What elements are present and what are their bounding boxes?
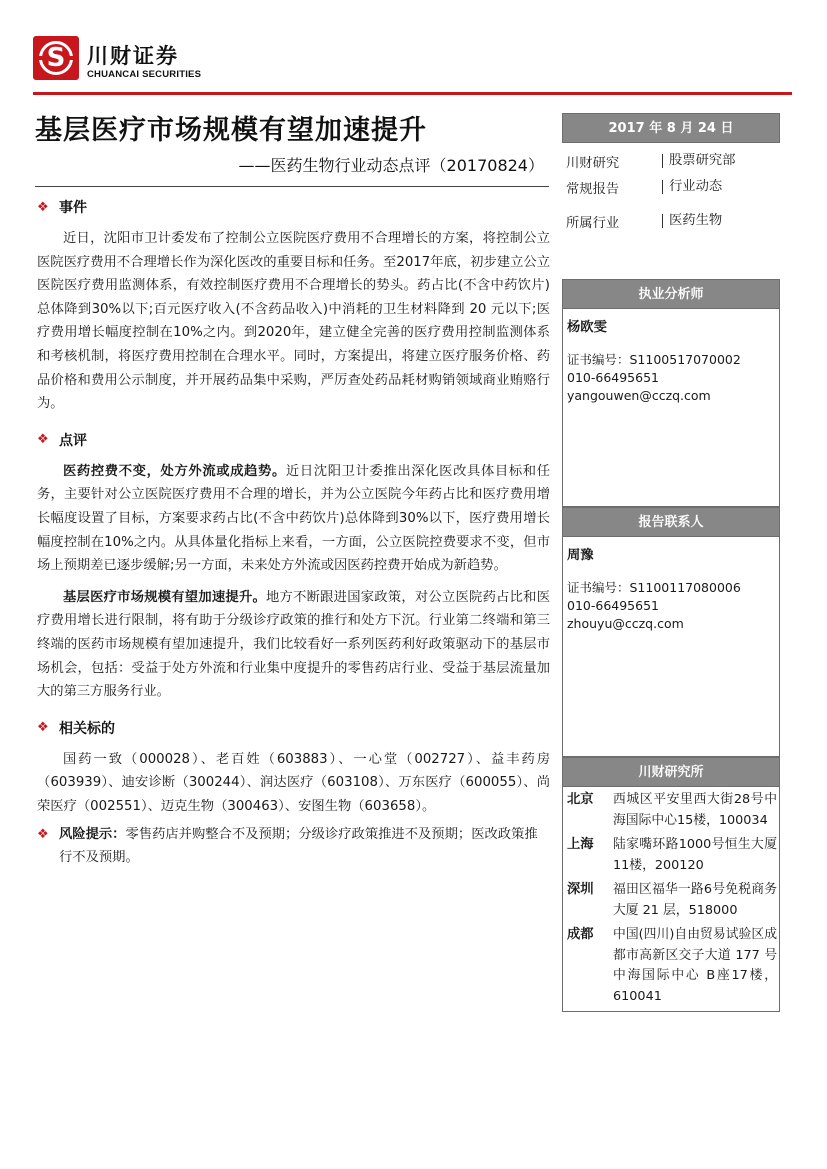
logo-chinese-name: 川财证券 — [87, 44, 179, 68]
contact-phone: 010-66495651 — [567, 598, 659, 613]
info-value: 医药生物 — [662, 214, 722, 228]
contact-cert: 证书编号：S1100117080006 — [567, 580, 741, 595]
company-logo — [33, 36, 79, 80]
office-address: 西城区平安里西大街28号中海国际中心15楼，100034 — [613, 792, 777, 828]
office-address: 中国(四川)自由贸易试验区成都市高新区交子大道 177 号中海国际中心 B座17楼，610041 — [613, 927, 777, 1004]
event-paragraph: 近日，沈阳市卫计委发布了控制公立医院医疗费用不合理增长的方案，将控制公立医院医疗费用不合理增长作为深化医改的重要目标和任务。至2017年底，初步建立公立医院医疗费用监测体系，有效控制医疗费用不合理增长的势头。药占比(不含中药饮片)总体降到30%以下;百元医疗收入(不含药品收入)中消耗的卫生材料降到 20 元以下;医疗费用增长幅度控制在10%之内。到2020年，建立健全完善的医疗费用控制监测体系和考核机制，将医疗费用控制在合理水平。同时，方案提出，将建立医疗服务价格、药品价格和费用公示制度，并开展药品集中采购，严厉查处药品耗材购销领域商业贿赂行为。 — [37, 231, 550, 412]
info-key: 常规报告 — [566, 181, 620, 197]
section-title: 点评 — [59, 432, 87, 449]
office-item — [563, 925, 779, 1007]
office-address: 福田区福华一路6号免税商务大厦 21 层，518000 — [613, 882, 777, 918]
analyst-heading: 执业分析师 — [562, 279, 780, 309]
office-city: 北京 — [567, 792, 594, 807]
office-address: 陆家嘴环路1000号恒生大厦11楼，200120 — [613, 837, 777, 873]
diamond-bullet-icon: ❖ — [37, 827, 49, 843]
logo-glyph: S — [46, 43, 66, 73]
section-title: 事件 — [59, 200, 87, 216]
diamond-bullet-icon: ❖ — [37, 720, 49, 736]
office-item — [563, 835, 779, 876]
title-divider — [35, 186, 549, 187]
info-value: 行业动态 — [662, 180, 722, 194]
info-row — [562, 148, 780, 174]
report-title: 基层医疗市场规模有望加速提升 — [35, 115, 427, 146]
comment-2-lead: 基层医疗市场规模有望加速提升。 — [63, 589, 267, 605]
info-key: 所属行业 — [566, 215, 620, 231]
main-content — [35, 197, 550, 869]
contact-heading: 报告联系人 — [562, 507, 780, 537]
section-title: 相关标的 — [59, 720, 115, 737]
analyst-email: yangouwen@cczq.com — [567, 388, 711, 403]
sidebar — [562, 113, 780, 1012]
targets-paragraph: 国药一致（000028）、老百姓（603883）、一心堂（002727）、益丰药房（603939）、迪安诊断（300244）、润达医疗（603108）、万东医疗（600055）、尚荣医疗（002551）、迈克生物（300463）、安图生物（603658）。 — [37, 751, 550, 814]
info-row — [562, 208, 780, 234]
office-list — [562, 787, 780, 1012]
institute-heading: 川财研究所 — [562, 757, 780, 787]
report-subtitle: ——医药生物行业动态点评（20170824） — [238, 156, 544, 175]
analyst-name: 杨欧雯 — [567, 320, 607, 335]
section-heading-targets — [37, 718, 550, 738]
logo-english-name: CHUANCAI SECURITIES — [87, 69, 202, 80]
section-heading-event — [37, 197, 550, 217]
comment-1-body: 近日沈阳卫计委推出深化医改具体目标和任务，主要针对公立医院医疗费用不合理的增长，并为公立医院今年药占比和医疗费用增长幅度设置了目标，方案要求药占比(不含中药饮片)总体降到30%以下，医疗费用增长幅度控制在10%之内。从具体量化指标上来看，一方面，公立医院控费要求不变，但市场上预期差已逐步缓解;另一方面，未来处方外流或因医药控费开始成为新趋势。 — [37, 463, 551, 574]
info-value: 股票研究部 — [662, 154, 735, 168]
diamond-bullet-icon: ❖ — [37, 199, 49, 215]
office-item — [563, 790, 779, 831]
diamond-bullet-icon: ❖ — [37, 432, 49, 448]
analyst-cert: 证书编号：S1100517070002 — [567, 352, 741, 367]
office-city: 成都 — [567, 927, 594, 942]
risk-warning — [37, 824, 550, 869]
info-row — [562, 174, 780, 200]
risk-label: 风险提示： — [59, 827, 126, 843]
report-date: 2017 年 8 月 24 日 — [562, 113, 780, 143]
comment-2-body: 地方不断跟进国家政策，对公立医院药占比和医疗费用增长进行限制，将有助于分级诊疗政策的推行和处方下沉。行业第二终端和第三终端的医药市场规模有望加速提升，我们比较看好一系列医药利好政策驱动下的基层市场机会，包括：受益于处方外流和行业集中度提升的零售药店行业、受益于基层流量加大的第三方服务行业。 — [37, 589, 550, 700]
header-rule — [33, 92, 792, 95]
comment-1-lead: 医药控费不变，处方外流或成趋势。 — [63, 463, 286, 479]
contact-name: 周豫 — [567, 548, 594, 563]
section-heading-comment — [37, 430, 550, 450]
office-city: 上海 — [567, 837, 594, 852]
analyst-phone: 010-66495651 — [567, 370, 659, 385]
risk-text: 零售药店并购整合不及预期；分级诊疗政策推进不及预期；医改政策推行不及预期。 — [59, 827, 538, 865]
office-item — [563, 880, 779, 921]
analyst-card — [562, 309, 780, 507]
comment-paragraph-1 — [37, 460, 550, 578]
office-city: 深圳 — [567, 882, 594, 897]
comment-paragraph-2 — [37, 586, 550, 704]
contact-card — [562, 537, 780, 757]
info-key: 川财研究 — [566, 155, 620, 171]
contact-email: zhouyu@cczq.com — [567, 616, 684, 631]
